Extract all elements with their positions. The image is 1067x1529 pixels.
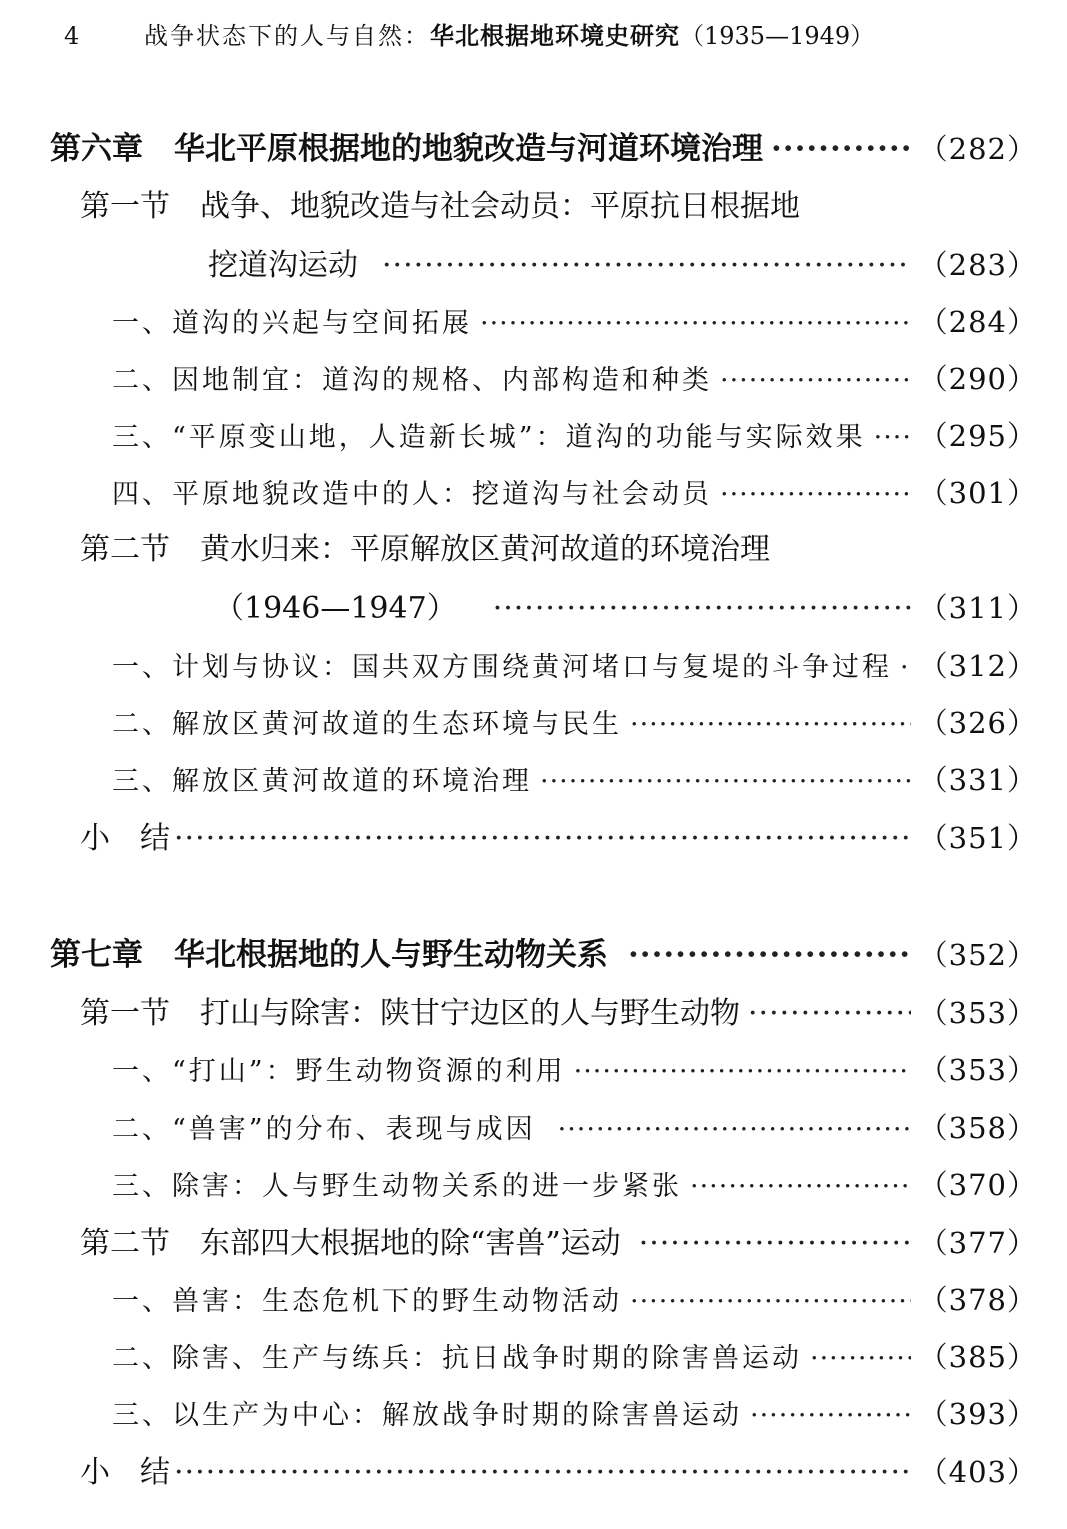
title-main: 华北根据地环境史研究 bbox=[430, 21, 680, 50]
leader-dots bbox=[750, 1393, 911, 1439]
toc-section-6-2-line2[interactable] bbox=[214, 585, 1037, 631]
item-label: 二、解放区黄河故道的生态环境与民生 bbox=[112, 709, 622, 740]
section-title: 第一节 战争、地貌改造与社会动员：平原抗日根据地 bbox=[80, 189, 800, 224]
toc-summary-7[interactable] bbox=[80, 1449, 1037, 1495]
leader-dots bbox=[900, 645, 911, 691]
leader-dots bbox=[630, 1279, 911, 1325]
leader-dots bbox=[174, 1450, 911, 1496]
page-ref: （312） bbox=[918, 649, 1037, 683]
page-ref: （377） bbox=[918, 1226, 1037, 1260]
leader-dots bbox=[720, 358, 911, 404]
leader-dots bbox=[493, 586, 911, 632]
leader-dots bbox=[810, 1336, 911, 1382]
page-ref: （284） bbox=[918, 305, 1037, 339]
toc-item-7-2-3[interactable] bbox=[112, 1391, 1037, 1437]
leader-dots bbox=[690, 1164, 911, 1210]
page-ref: （358） bbox=[918, 1111, 1037, 1145]
item-label: 一、计划与协议：国共双方围绕黄河堵口与复堤的斗争过程 bbox=[112, 652, 892, 683]
toc-item-7-2-1[interactable] bbox=[112, 1277, 1037, 1323]
section-title-cont: 挖道沟运动 bbox=[208, 248, 358, 283]
chapter-title: 第七章 华北根据地的人与野生动物关系 bbox=[50, 937, 608, 973]
item-label: 一、兽害：生态危机下的野生动物活动 bbox=[112, 1286, 622, 1317]
page-ref: （353） bbox=[918, 996, 1037, 1030]
leader-dots bbox=[574, 1049, 911, 1095]
page-ref: （331） bbox=[918, 763, 1037, 797]
section-title: 第二节 黄水归来：平原解放区黄河故道的环境治理 bbox=[80, 532, 770, 567]
toc-section-6-2-line1[interactable] bbox=[80, 527, 770, 573]
page-ref: （290） bbox=[918, 362, 1037, 396]
toc-item-7-2-2[interactable] bbox=[112, 1334, 1037, 1380]
toc-item-6-2-2[interactable] bbox=[112, 700, 1037, 746]
toc-section-6-1-line1[interactable] bbox=[80, 184, 800, 230]
leader-dots bbox=[174, 816, 911, 862]
leader-dots bbox=[720, 472, 911, 518]
summary-label: 小 结 bbox=[80, 821, 170, 856]
page-ref: （282） bbox=[918, 132, 1037, 166]
item-label: 二、因地制宜：道沟的规格、内部构造和种类 bbox=[112, 365, 712, 396]
section-title: 第二节 东部四大根据地的除“害兽”运动 bbox=[80, 1226, 621, 1261]
item-label: 三、以生产为中心：解放战争时期的除害兽运动 bbox=[112, 1400, 742, 1431]
toc-section-7-1[interactable] bbox=[80, 990, 1037, 1036]
chapter-title: 第六章 华北平原根据地的地貌改造与河道环境治理 bbox=[50, 131, 763, 167]
toc-item-6-1-1[interactable] bbox=[112, 299, 1037, 345]
page-ref: （385） bbox=[918, 1340, 1037, 1374]
page-ref: （351） bbox=[918, 821, 1037, 855]
page-ref: （393） bbox=[918, 1397, 1037, 1431]
page-ref: （311） bbox=[918, 591, 1037, 625]
running-title bbox=[144, 16, 874, 56]
item-label: 三、“平原变山地，人造新长城”：道沟的功能与实际效果 bbox=[112, 422, 866, 453]
toc-section-7-2[interactable] bbox=[80, 1220, 1037, 1266]
page-ref: （295） bbox=[918, 419, 1037, 453]
toc-chapter-7[interactable] bbox=[50, 932, 1037, 978]
toc-section-6-1-line2[interactable] bbox=[208, 242, 1037, 288]
toc-chapter-6[interactable] bbox=[50, 126, 1037, 172]
toc-item-6-2-1[interactable] bbox=[112, 643, 1037, 689]
page-ref: （353） bbox=[918, 1053, 1037, 1087]
item-label: 二、“兽害”的分布、表现与成因 bbox=[112, 1114, 536, 1145]
page-ref: （370） bbox=[918, 1168, 1037, 1202]
item-label: 三、除害：人与野生动物关系的进一步紧张 bbox=[112, 1171, 682, 1202]
page-ref: （403） bbox=[918, 1455, 1037, 1489]
toc-summary-6[interactable] bbox=[80, 815, 1037, 861]
toc-item-7-1-2[interactable] bbox=[112, 1105, 1037, 1151]
item-label: 二、除害、生产与练兵：抗日战争时期的除害兽运动 bbox=[112, 1343, 802, 1374]
toc-item-6-1-4[interactable] bbox=[112, 470, 1037, 516]
leader-dots bbox=[480, 301, 911, 347]
page-ref: （378） bbox=[918, 1283, 1037, 1317]
leader-dots bbox=[382, 243, 911, 289]
leader-dots bbox=[748, 991, 911, 1037]
leader-dots bbox=[639, 1221, 911, 1267]
running-header bbox=[0, 16, 1067, 56]
item-label: 一、“打山”：野生动物资源的利用 bbox=[112, 1056, 566, 1087]
leader-dots bbox=[771, 126, 911, 172]
leader-dots bbox=[558, 1107, 911, 1153]
leader-dots bbox=[628, 932, 911, 978]
section-title: 第一节 打山与除害：陕甘宁边区的人与野生动物 bbox=[80, 996, 740, 1031]
page-ref: （301） bbox=[918, 476, 1037, 510]
summary-label: 小 结 bbox=[80, 1455, 170, 1490]
item-label: 一、道沟的兴起与空间拓展 bbox=[112, 308, 472, 339]
leader-dots bbox=[540, 759, 911, 805]
item-label: 四、平原地貌改造中的人：挖道沟与社会动员 bbox=[112, 479, 712, 510]
page-number: 4 bbox=[64, 22, 80, 50]
page-ref: （326） bbox=[918, 706, 1037, 740]
item-label: 三、解放区黄河故道的环境治理 bbox=[112, 766, 532, 797]
leader-dots bbox=[630, 702, 911, 748]
page-ref: （352） bbox=[918, 938, 1037, 972]
toc-item-7-1-1[interactable] bbox=[112, 1047, 1037, 1093]
toc-item-6-1-3[interactable] bbox=[112, 413, 1037, 459]
title-years: （1935—1949） bbox=[680, 22, 875, 50]
leader-dots bbox=[874, 415, 911, 461]
section-title-cont: （1946—1947） bbox=[214, 591, 457, 626]
title-prefix: 战争状态下的人与自然： bbox=[144, 22, 430, 50]
toc-item-6-1-2[interactable] bbox=[112, 356, 1037, 402]
toc-item-7-1-3[interactable] bbox=[112, 1162, 1037, 1208]
page-ref: （283） bbox=[918, 248, 1037, 282]
toc-item-6-2-3[interactable] bbox=[112, 757, 1037, 803]
